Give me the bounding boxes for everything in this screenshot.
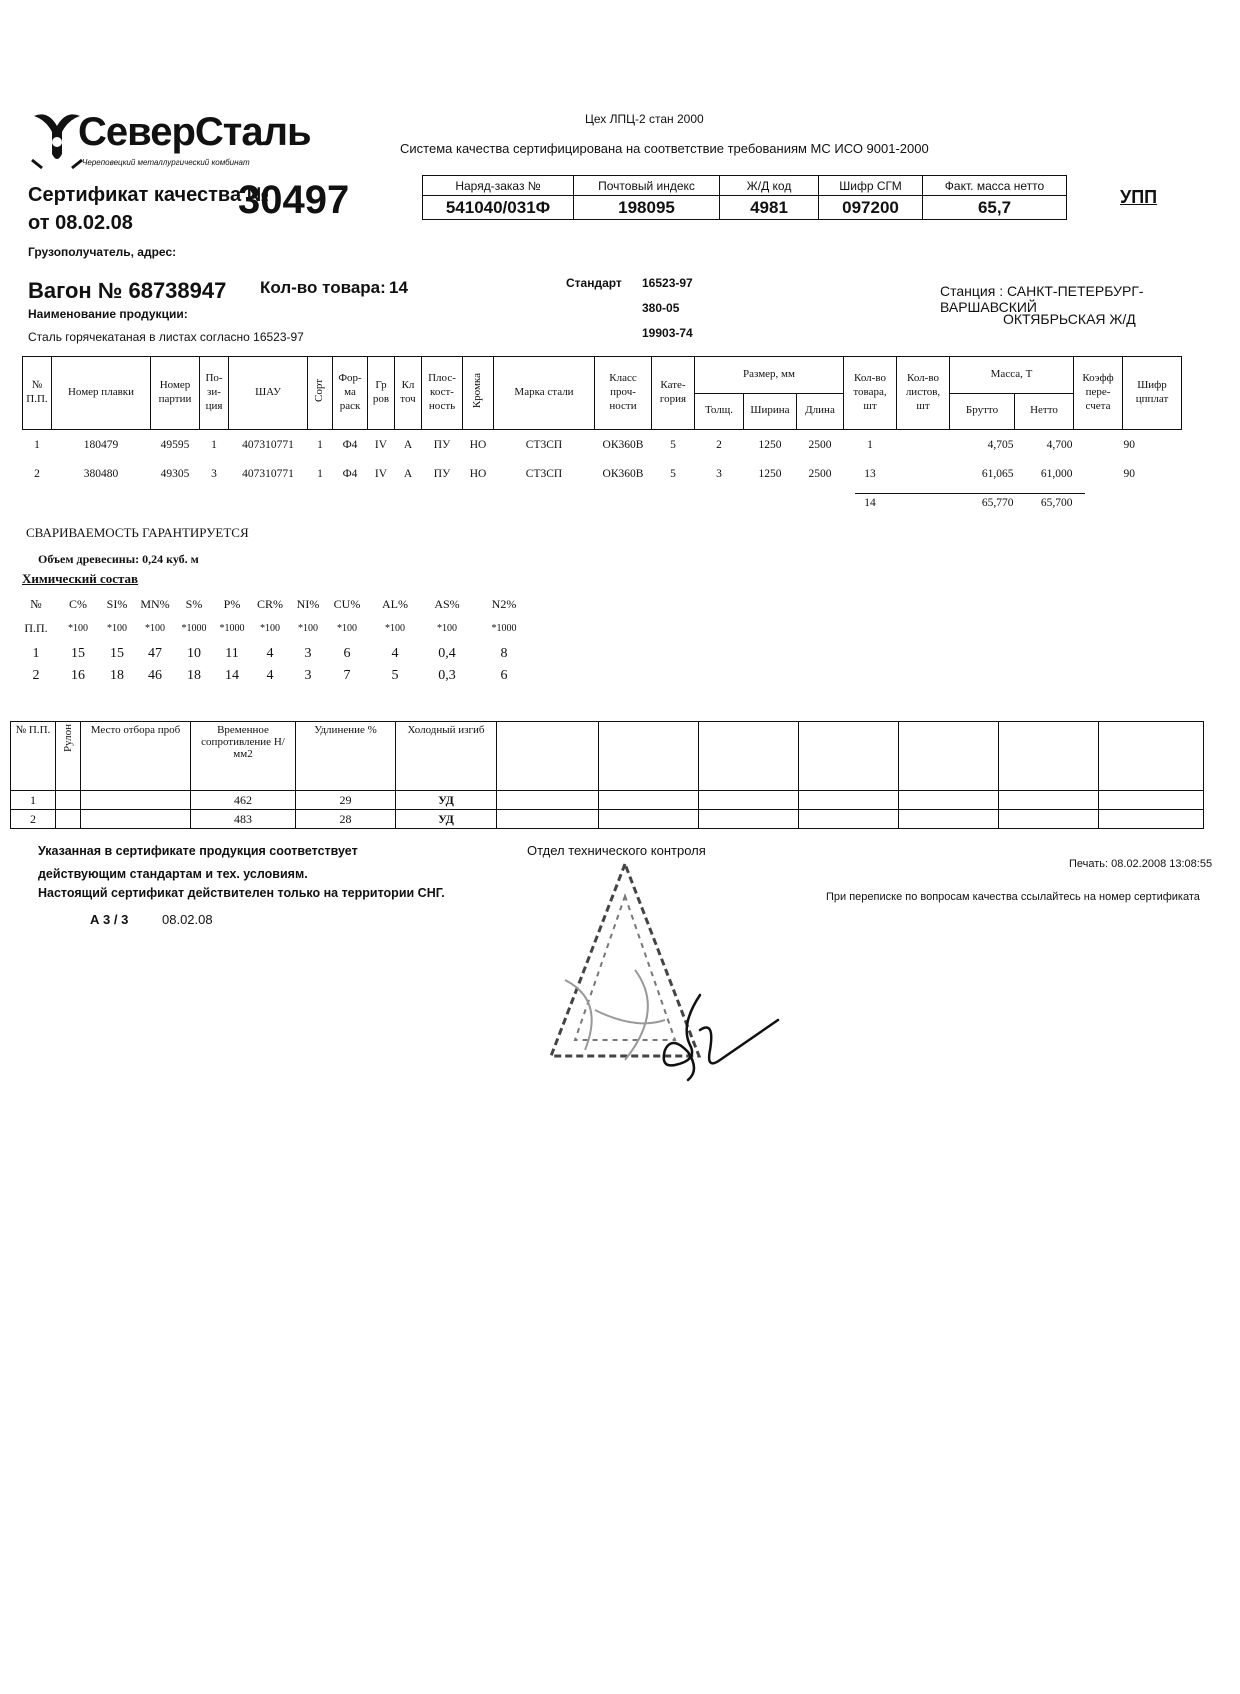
chem-value: 18: [187, 668, 201, 683]
col-flatness: Плос-кост-ность: [422, 357, 463, 430]
col-category: Кате-гория: [652, 357, 695, 430]
wagon-number: Вагон № 68738947: [28, 278, 227, 303]
cell: А: [403, 438, 413, 451]
cell: Ф4: [342, 438, 358, 451]
chem-value: 6: [500, 668, 508, 683]
chem-header: №: [30, 597, 42, 611]
chem-header: P%: [223, 597, 241, 611]
standard-label: Стандарт: [566, 276, 622, 290]
table-row: [23, 459, 1182, 488]
cell: 1: [317, 438, 323, 451]
chem-value: 11: [225, 646, 239, 661]
col-goods-qty: Кол-во товара, шт: [844, 357, 897, 430]
chem-multiplier: *1000: [491, 623, 517, 634]
page-date: 08.02.08: [162, 912, 213, 927]
cell: 2500: [808, 467, 832, 480]
cell: [1074, 430, 1123, 460]
cell: 5: [670, 467, 676, 480]
col-gross: Брутто: [950, 393, 1015, 430]
cell: 3: [211, 467, 217, 480]
cell: 1: [317, 467, 323, 480]
chem-value: 10: [187, 646, 201, 661]
chem-value: 2: [32, 668, 40, 683]
reference-note: При переписке по вопросам качества ссылайтесь на номер сертификата: [826, 891, 1200, 903]
col-thickness: Толщ.: [695, 393, 744, 430]
test-col-place: Место отбора проб: [81, 722, 191, 791]
cell: А: [403, 467, 413, 480]
total-gross: 65,770: [981, 496, 1014, 509]
cell: [56, 810, 81, 829]
col-length: Длина: [797, 393, 844, 430]
test-col-num: № П.П.: [11, 722, 56, 791]
table-row: [23, 430, 1182, 460]
cell: 2: [11, 810, 56, 829]
cell: ПУ: [433, 467, 451, 480]
chem-header: AL%: [382, 597, 408, 611]
upp-label: УПП: [1120, 187, 1158, 207]
cell: 407310771: [242, 438, 294, 451]
chem-value: 6: [343, 646, 351, 661]
rail-code-header: Ж/Д код: [720, 176, 819, 196]
standard-item: 16523-97: [642, 276, 693, 290]
chem-multiplier: *100: [260, 623, 280, 634]
rail-code-value: 4981: [720, 196, 819, 220]
table-row: [11, 791, 1204, 810]
print-timestamp: Печать: 08.02.2008 13:08:55: [1069, 858, 1213, 870]
chem-header: MN%: [140, 597, 170, 611]
chem-value: 0,3: [438, 668, 456, 683]
col-group: Гр ров: [368, 357, 395, 430]
cell: 1: [34, 438, 40, 451]
sgm-value: 097200: [819, 196, 923, 220]
quantity-label: Кол-во товара:: [260, 278, 386, 297]
cell: 2: [34, 467, 40, 480]
col-edge: [463, 357, 494, 430]
table-row: [11, 810, 1204, 829]
test-col-bend: Холодный изгиб: [396, 722, 497, 791]
certificate-date: от 08.02.08: [28, 212, 133, 234]
col-shau: ШАУ: [229, 357, 308, 430]
conformity-note: [38, 840, 358, 886]
cell: IV: [374, 438, 388, 451]
chem-value: 8: [500, 646, 508, 661]
chem-value: 16: [71, 668, 85, 683]
cell: 1250: [758, 438, 782, 451]
col-sort-label: Сорт: [313, 379, 326, 403]
chem-header: SI%: [106, 597, 128, 611]
cell: 61,065: [981, 467, 1014, 480]
cell: 462: [191, 791, 296, 810]
station-label: Станция : САНКТ-ПЕТЕРБУРГ-ВАРШАВСКИЙ: [940, 283, 1144, 315]
chem-value: 0,4: [438, 646, 456, 661]
certificate-number: 30497: [238, 178, 350, 222]
total-net: 65,700: [1040, 496, 1073, 509]
col-strength: Класс проч-ности: [595, 357, 652, 430]
cell: [56, 791, 81, 810]
postcode-header: Почтовый индекс: [574, 176, 720, 196]
chem-multiplier: *100: [337, 623, 357, 634]
test-col-roll-label: Рулон: [62, 724, 74, 753]
chem-value: 14: [225, 668, 239, 683]
cell: 3: [716, 467, 722, 480]
cell: 1250: [758, 467, 782, 480]
certificate-label: Сертификат качества №: [28, 184, 269, 206]
chem-header: C%: [69, 597, 87, 611]
cell: 61,000: [1040, 467, 1073, 480]
conformity-line: Указанная в сертификате продукция соответствует: [38, 844, 358, 858]
railway-label: ОКТЯБРЬСКАЯ Ж/Д: [1003, 311, 1136, 327]
chem-value: 15: [110, 646, 124, 661]
cell: НО: [469, 438, 487, 451]
col-coef: Коэфф пере-счета: [1074, 357, 1123, 430]
cell: [897, 430, 950, 460]
net-mass-header: Факт. масса нетто: [923, 176, 1067, 196]
chem-multiplier: *100: [145, 623, 165, 634]
chem-value: 15: [71, 646, 85, 661]
totals-divider: [855, 493, 1085, 494]
cell: 4,700: [1046, 438, 1073, 451]
cell: 49305: [160, 467, 190, 480]
chem-header: S%: [185, 597, 203, 611]
weldability-note: СВАРИВАЕМОСТЬ ГАРАНТИРУЕТСЯ: [26, 525, 249, 540]
cell: 90: [1123, 467, 1135, 480]
col-melt: Номер плавки: [52, 357, 151, 430]
chem-header: CR%: [256, 597, 283, 611]
col-size: Размер, мм: [695, 357, 844, 394]
col-cipher: Шифр цпплат: [1123, 357, 1182, 430]
chem-value: 46: [148, 668, 162, 683]
cell: 1: [211, 438, 217, 451]
logo-subtitle: Череповецкий металлургический комбинат: [82, 158, 250, 167]
chem-header: AS%: [434, 597, 460, 611]
test-col-elongation: Удлинение %: [296, 722, 396, 791]
col-position: По-зи-ция: [200, 357, 229, 430]
chem-multiplier: *100: [437, 623, 457, 634]
cell: СТ3СП: [525, 467, 563, 480]
signature-icon: [640, 990, 780, 1085]
cell: 1: [867, 438, 873, 451]
total-goods-qty: 14: [864, 496, 876, 509]
cell: [81, 791, 191, 810]
cell: УД: [396, 810, 497, 829]
order-value: 541040/031Ф: [423, 196, 574, 220]
col-class-acc: Кл точ: [395, 357, 422, 430]
product-label: Наименование продукции:: [28, 307, 188, 321]
conformity-line: действующим стандартам и тех. условиям.: [38, 867, 308, 881]
chem-header: N2%: [491, 597, 517, 611]
chem-value: 18: [110, 668, 124, 683]
cell: 180479: [83, 438, 119, 451]
standard-item: 380-05: [642, 301, 680, 315]
quality-system-note: Система качества сертифицирована на соответствие требованиям МС ИСО 9001-2000: [400, 141, 929, 156]
cell: 13: [864, 467, 876, 480]
workshop-label: Цех ЛПЦ-2 стан 2000: [585, 112, 704, 126]
cell: ОК360В: [602, 438, 644, 451]
chem-value: 4: [266, 646, 274, 661]
chem-value: 7: [343, 668, 351, 683]
cell: 49595: [160, 438, 190, 451]
chem-multiplier: *1000: [181, 623, 207, 634]
col-num: № П.П.: [23, 357, 52, 430]
chem-value: 3: [304, 646, 312, 661]
otk-label: Отдел технического контроля: [527, 843, 706, 858]
page-reference: А 3 / 3: [90, 912, 129, 927]
chem-multiplier: *100: [385, 623, 405, 634]
chem-value: 4: [266, 668, 274, 683]
chem-value: 47: [148, 646, 162, 661]
consignee-label: Грузополучатель, адрес:: [28, 245, 177, 259]
sgm-header: Шифр СГМ: [819, 176, 923, 196]
col-sort: [308, 357, 333, 430]
postcode-value: 198095: [574, 196, 720, 220]
cell: Ф4: [342, 467, 358, 480]
standard-item: 19903-74: [642, 326, 693, 340]
col-sheets-qty: Кол-во листов, шт: [897, 357, 950, 430]
cell: IV: [374, 467, 388, 480]
chemistry-title: Химический состав: [22, 571, 139, 586]
chem-multiplier: *100: [68, 623, 88, 634]
logo-wordmark: СеверСталь: [78, 110, 311, 154]
col-edge-label: Кромка: [471, 373, 484, 409]
product-value: Сталь горячекатаная в листах согласно 16523-97: [28, 330, 304, 344]
validity-note: Настоящий сертификат действителен только на территории СНГ.: [38, 886, 445, 900]
cell: 1: [11, 791, 56, 810]
col-form: Фор-ма раск: [333, 357, 368, 430]
cell: 483: [191, 810, 296, 829]
chem-value: 3: [304, 668, 312, 683]
test-col-roll: [56, 722, 81, 791]
chem-multiplier: *100: [298, 623, 318, 634]
chem-multiplier: *1000: [219, 623, 245, 634]
mechanical-tests-table: [10, 721, 1204, 829]
cell: 2: [716, 438, 722, 451]
cell: 29: [296, 791, 396, 810]
order-info-table: [422, 175, 1067, 220]
cell: ОК360В: [602, 467, 644, 480]
cell: 380480: [83, 467, 119, 480]
col-batch: Номер партии: [151, 357, 200, 430]
col-steel-grade: Марка стали: [494, 357, 595, 430]
chem-multiplier: *100: [107, 623, 127, 634]
cell: [1074, 459, 1123, 488]
chem-value: 1: [32, 646, 40, 661]
cell: 90: [1123, 438, 1135, 451]
col-net: Нетто: [1015, 393, 1074, 430]
cell: 2500: [808, 438, 832, 451]
chem-value: 4: [391, 646, 399, 661]
quantity-value: 14: [389, 278, 408, 297]
cell: 407310771: [242, 467, 294, 480]
cell: [81, 810, 191, 829]
cell: УД: [396, 791, 497, 810]
chem-header: CU%: [333, 597, 361, 611]
cell: [897, 459, 950, 488]
wood-volume-note: Объем древесины: 0,24 куб. м: [38, 552, 199, 566]
cell: 4,705: [987, 438, 1014, 451]
test-col-tensile: Временное сопротивление Н/мм2: [191, 722, 296, 791]
cell: СТ3СП: [525, 438, 563, 451]
cell: НО: [469, 467, 487, 480]
col-mass: Масса, Т: [950, 357, 1074, 394]
cell: 28: [296, 810, 396, 829]
cell: ПУ: [433, 438, 451, 451]
net-mass-value: 65,7: [923, 196, 1067, 220]
order-header: Наряд-заказ №: [423, 176, 574, 196]
col-width: Ширина: [744, 393, 797, 430]
chem-value: 5: [391, 668, 399, 683]
chem-multiplier: П.П.: [24, 621, 48, 635]
cell: 5: [670, 438, 676, 451]
chem-header: NI%: [296, 597, 320, 611]
